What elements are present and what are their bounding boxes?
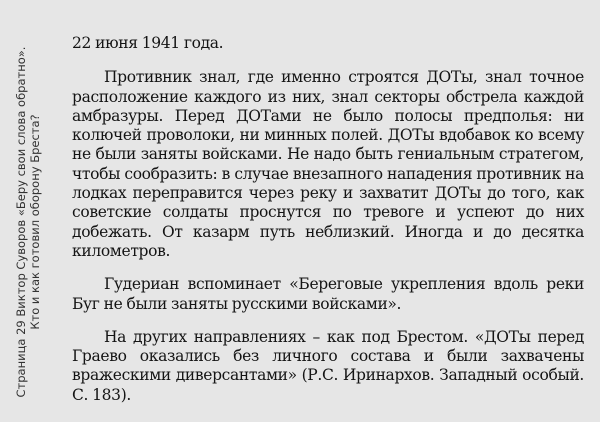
page-content — [72, 34, 584, 419]
paragraph-3: На других направлениях – как под Брестом. «ДОТы перед Граево оказались без личного состава и были захвачены вражескими диверсантами» (Р.С. Иринархов. Западный особый. С. 183). — [72, 327, 584, 404]
side-caption — [0, 0, 56, 422]
side-caption-text — [14, 22, 42, 422]
date-line: 22 июня 1941 года. — [72, 34, 224, 52]
paragraph-2: Гудериан вспоминает «Береговые укрепления вдоль реки Буг не были заняты русскими войсками». — [72, 275, 584, 313]
side-caption-line-1: Страница 29 Виктор Суворов «Беру свои слова обратно». — [14, 46, 28, 398]
side-caption-line-2: Кто и как готовил оборону Бреста? — [28, 114, 42, 330]
paragraph-1: Противник знал, где именно строятся ДОТы, знал точное расположение каждого из них, знал секторы обстрела каждой амбразуры. Перед ДОТами не было полосы предполья: ни колючей проволоки, ни минных полей. ДОТы вдобавок ко всему не были заняты войсками. Не надо быть гениальным стратегом, чтобы сообразить: в случае внезапного нападения противник на лодках переправится через реку и захватит ДОТы до того, как советские солдаты проснутся по тревоге и успеют до них добежать. От казарм путь неблизкий. Иногда и до десятка километров. — [72, 68, 584, 260]
